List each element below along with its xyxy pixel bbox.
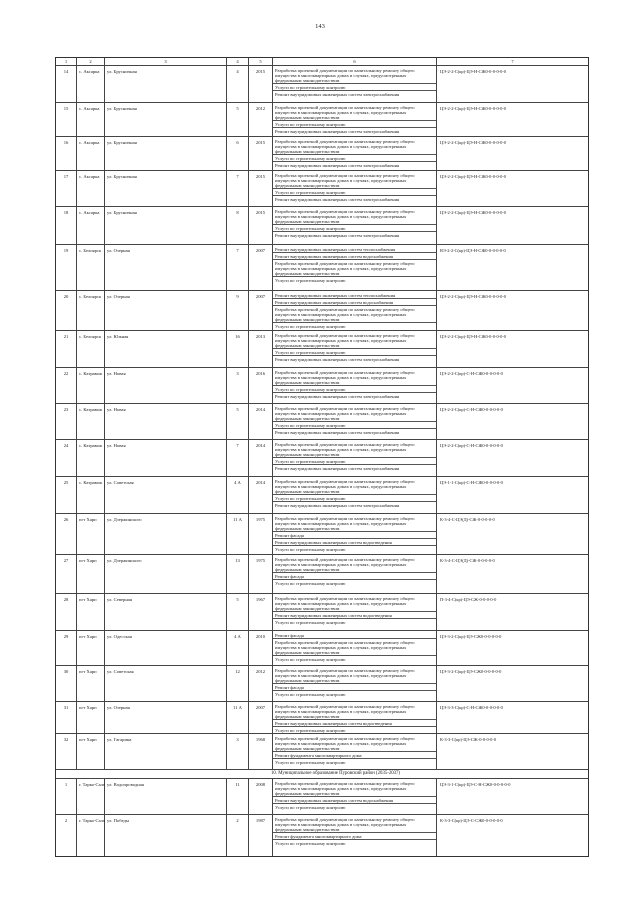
table-row bbox=[56, 291, 588, 331]
cell-number: 32 bbox=[56, 734, 77, 769]
cell-street: ул. Южная bbox=[105, 331, 227, 367]
cell-year: 1987 bbox=[249, 815, 273, 856]
work-item: Разработка проектной документации по капитальному ремонту общего имущества в многоквартирных домах в случаях, предусмотренных федеральным законодательством bbox=[273, 67, 436, 84]
table-row bbox=[56, 734, 588, 770]
work-item: Ремонт фасада bbox=[273, 684, 436, 691]
cell-settlement: пгт Харп bbox=[77, 514, 105, 554]
cell-works bbox=[273, 331, 437, 367]
cell-settlement: с. Аксарка bbox=[77, 103, 105, 136]
cell-works bbox=[273, 702, 437, 733]
cell-year: 2014 bbox=[249, 440, 273, 476]
cell-number: 30 bbox=[56, 666, 77, 701]
work-item: Ремонт внутридомовых инженерных систем теплоснабжения bbox=[273, 292, 436, 299]
cell-year: 2007 bbox=[249, 291, 273, 330]
cell-year: 2007 bbox=[249, 702, 273, 733]
cell-house: 6 bbox=[227, 137, 249, 170]
cell-settlement: с. Катравож bbox=[77, 404, 105, 439]
table-row bbox=[56, 631, 588, 666]
cell-works bbox=[273, 440, 437, 476]
work-item: Разработка проектной документации по капитальному ремонту общего имущества в многоквартирных домах в случаях, предусмотренных федеральным законодательством bbox=[273, 104, 436, 121]
cell-code: ЦЭ-3-1-С(кр)-ЦЭ-С-Н-СЖ0-0-0-0-0-0 bbox=[440, 782, 511, 787]
cell-code: ЦЭ-2-2-С(кр)-ЦЭ-Н-СЖ0-0-0-0-0-0 bbox=[440, 334, 506, 339]
table-row bbox=[56, 103, 588, 137]
table-row bbox=[56, 207, 588, 245]
cell-house: 11 А bbox=[227, 514, 249, 554]
cell-year: 2015 bbox=[249, 137, 273, 170]
cell-settlement: пгт Харп bbox=[77, 594, 105, 630]
cell-number: 19 bbox=[56, 245, 77, 290]
work-item: Услуги по строительному контролю bbox=[275, 656, 346, 662]
cell-settlement: пгт Харп bbox=[77, 555, 105, 593]
cell-street: ул. Советская bbox=[105, 477, 227, 513]
cell-number: 23 bbox=[56, 404, 77, 439]
cell-settlement: с. Белоярск bbox=[77, 245, 105, 290]
work-item: Разработка проектной документации по капитальному ремонту общего имущества в многоквартирных домах в случаях, предусмотренных федеральным законодательством bbox=[273, 667, 436, 684]
work-item: Ремонт внутридомовых инженерных систем водоотведения bbox=[273, 612, 436, 619]
work-item: Услуги по строительному контролю bbox=[273, 84, 436, 91]
cell-house: 5 bbox=[227, 594, 249, 630]
cell-settlement: г. Тарко-Сале bbox=[77, 815, 105, 856]
work-item: Разработка проектной документации по капитальному ремонту общего имущества в многоквартирных домах в случаях, предусмотренных федеральным законодательством bbox=[273, 369, 436, 386]
work-item: Услуги по строительному контролю bbox=[275, 759, 346, 765]
work-item: Ремонт внутридомовых инженерных систем электроснабжения bbox=[275, 356, 400, 362]
cell-street: ул. Водопроводная bbox=[105, 779, 227, 814]
work-item: Услуги по строительному контролю bbox=[273, 349, 436, 356]
cell-year: 2008 bbox=[249, 779, 273, 814]
table-row bbox=[56, 815, 588, 856]
work-item: Ремонт внутридомовых инженерных систем электроснабжения bbox=[275, 465, 400, 471]
cell-house: 12 bbox=[227, 666, 249, 701]
cell-house: 3 bbox=[227, 368, 249, 403]
cell-works bbox=[273, 734, 437, 769]
cell-works bbox=[273, 631, 437, 665]
cell-code: ЦЭ-2-2-С(кр)-ЦЭ-Н-СЖ0-0-0-0-0-0 bbox=[440, 294, 506, 299]
cell-code: ВЭ-2-2-С(кр)-ЦЭ-Н-СЖ0-0-0-0-0-0 bbox=[440, 248, 506, 253]
cell-year: 2014 bbox=[249, 477, 273, 513]
cell-house: 7 bbox=[227, 440, 249, 476]
cell-number: 20 bbox=[56, 291, 77, 330]
cell-settlement: с. Катравож bbox=[77, 440, 105, 476]
work-item: Разработка проектной документации по капитальному ремонту общего имущества в многоквартирных домах в случаях, предусмотренных федеральным законодательством bbox=[273, 639, 436, 656]
cell-code: ЦЭ-2-2-С(кр)-ЦЭ-Н-СЖ0-0-0-0-0-0 bbox=[440, 210, 506, 215]
cell-house: 2 bbox=[227, 815, 249, 856]
table-row bbox=[56, 171, 588, 207]
cell-house: 4 А bbox=[227, 477, 249, 513]
work-item: Разработка проектной документации по капитальному ремонту общего имущества в многоквартирных домах в случаях, предусмотренных федеральным законодательством bbox=[273, 735, 436, 752]
cell-works bbox=[273, 245, 437, 290]
cell-number: 21 bbox=[56, 331, 77, 367]
table-row bbox=[56, 245, 588, 291]
cell-street: ул. Брусничная bbox=[105, 171, 227, 206]
cell-number: 15 bbox=[56, 103, 77, 136]
table-header-row bbox=[56, 58, 588, 66]
header-col-1: 1 bbox=[56, 58, 77, 65]
work-item: Ремонт фундамента многоквартирного дома bbox=[273, 752, 436, 759]
work-item: Разработка проектной документации по капитальному ремонту общего имущества в многоквартирных домах в случаях, предусмотренных федеральным законодательством bbox=[273, 556, 436, 573]
cell-house: 4 bbox=[227, 66, 249, 102]
cell-works bbox=[273, 477, 437, 513]
cell-code: ЦЭ-2-2-С(кр)-С-Н-СЖ0-0-0-0-0-0 bbox=[440, 443, 503, 448]
cell-works bbox=[273, 291, 437, 330]
cell-works bbox=[273, 137, 437, 170]
cell-code: К-3-3-С(кр)-ЦЭ-СЖ-0-0-0-0-0 bbox=[440, 737, 497, 742]
table-row bbox=[56, 404, 588, 440]
work-item: Ремонт внутридомовых инженерных систем водоснабжения bbox=[273, 797, 436, 804]
work-item: Разработка проектной документации по капитальному ремонту общего имущества в многоквартирных домах в случаях, предусмотренных федеральным законодательством bbox=[273, 208, 436, 225]
cell-year: 2015 bbox=[249, 66, 273, 102]
cell-house: 5 bbox=[227, 404, 249, 439]
cell-street: ул. Дзержинского bbox=[105, 555, 227, 593]
cell-house: 5 bbox=[227, 103, 249, 136]
cell-street: ул. Советская bbox=[105, 666, 227, 701]
work-item: Разработка проектной документации по капитальному ремонту общего имущества в многоквартирных домах в случаях, предусмотренных федеральным законодательством bbox=[273, 306, 436, 323]
work-item: Услуги по строительному контролю bbox=[275, 619, 346, 625]
cell-year: 1967 bbox=[249, 594, 273, 630]
work-item: Разработка проектной документации по капитальному ремонту общего имущества в многоквартирных домах в случаях, предусмотренных федеральным законодательством bbox=[273, 780, 436, 797]
cell-year: 2016 bbox=[249, 368, 273, 403]
work-item: Ремонт внутридомовых инженерных систем водоотведения bbox=[273, 539, 436, 546]
cell-year: 1975 bbox=[249, 555, 273, 593]
work-item: Ремонт внутридомовых инженерных систем электроснабжения bbox=[275, 393, 400, 399]
cell-year: 2007 bbox=[249, 245, 273, 290]
cell-house: 11 А bbox=[227, 702, 249, 733]
cell-works bbox=[273, 368, 437, 403]
cell-works bbox=[273, 555, 437, 593]
work-item: Услуги по строительному контролю bbox=[273, 386, 436, 393]
work-item: Разработка проектной документации по капитальному ремонту общего имущества в многоквартирных домах в случаях, предусмотренных федеральным законодательством bbox=[273, 595, 436, 612]
table-row bbox=[56, 666, 588, 702]
cell-code: ЦЭ-2-2-С(кр)-ЦЭ-Н-СЖ0-0-0-0-0-0 bbox=[440, 174, 506, 179]
work-item: Разработка проектной документации по капитальному ремонту общего имущества в многоквартирных домах в случаях, предусмотренных федеральным законодательством bbox=[273, 405, 436, 422]
cell-house: 13 bbox=[227, 555, 249, 593]
table-row bbox=[56, 594, 588, 631]
cell-code: ЦЭ-1-1-С(кр)-С-Н-СЖ0-0-0-0-0-0 bbox=[440, 480, 503, 485]
cell-works bbox=[273, 779, 437, 814]
cell-house: 8 bbox=[227, 207, 249, 244]
table-row bbox=[56, 137, 588, 171]
work-item: Разработка проектной документации по капитальному ремонту общего имущества в многоквартирных домах в случаях, предусмотренных федеральным законодательством bbox=[273, 138, 436, 155]
work-item: Услуги по строительному контролю bbox=[273, 121, 436, 128]
cell-number: 18 bbox=[56, 207, 77, 244]
work-item: Ремонт фундамента многоквартирного дома bbox=[273, 833, 436, 840]
work-item: Разработка проектной документации по капитальному ремонту общего имущества в многоквартирных домах в случаях, предусмотренных федеральным законодательством bbox=[273, 703, 436, 720]
work-item: Услуги по строительному контролю bbox=[275, 580, 346, 586]
work-item: Услуги по строительному контролю bbox=[273, 225, 436, 232]
cell-year: 2012 bbox=[249, 103, 273, 136]
cell-code: ЦЭ-2-2-С(кр)-ЦЭ-Н-СЖ0-0-0-0-0-0 bbox=[440, 140, 506, 145]
work-item: Ремонт внутридомовых инженерных систем водоснабжения bbox=[273, 299, 436, 306]
work-item: Разработка проектной документации по капитальному ремонту общего имущества в многоквартирных домах в случаях, предусмотренных федеральным законодательством bbox=[273, 441, 436, 458]
cell-house: 9 bbox=[227, 291, 249, 330]
page-number: 143 bbox=[315, 23, 325, 30]
cell-works bbox=[273, 207, 437, 244]
work-item: Разработка проектной документации по капитальному ремонту общего имущества в многоквартирных домах в случаях, предусмотренных федеральным законодательством bbox=[273, 816, 436, 833]
work-item: Ремонт внутридомовых инженерных систем электроснабжения bbox=[275, 502, 400, 508]
cell-street: ул. Новая bbox=[105, 368, 227, 403]
cell-settlement: пгт Харп bbox=[77, 702, 105, 733]
work-item: Услуги по строительному контролю bbox=[275, 277, 346, 283]
cell-settlement: с. Белоярск bbox=[77, 291, 105, 330]
cell-number: 2 bbox=[56, 815, 77, 856]
work-item: Услуги по строительному контролю bbox=[275, 546, 346, 552]
cell-year: 2015 bbox=[249, 171, 273, 206]
cell-works bbox=[273, 103, 437, 136]
cell-street: ул. Победы bbox=[105, 815, 227, 856]
cell-settlement: с. Катравож bbox=[77, 368, 105, 403]
section-row bbox=[56, 770, 588, 779]
cell-number: 17 bbox=[56, 171, 77, 206]
cell-street: ул. Брусничная bbox=[105, 103, 227, 136]
table-row bbox=[56, 477, 588, 514]
section-title: 10. Муниципальное образование Пуровский район (2035-2037) bbox=[271, 771, 401, 776]
cell-works bbox=[273, 666, 437, 701]
cell-street: ул. Гагарина bbox=[105, 734, 227, 769]
cell-house: 3 bbox=[227, 734, 249, 769]
work-item: Услуги по строительному контролю bbox=[275, 804, 346, 810]
table-row bbox=[56, 331, 588, 368]
cell-works bbox=[273, 594, 437, 630]
cell-settlement: пгт Харп bbox=[77, 734, 105, 769]
cell-year: 1975 bbox=[249, 514, 273, 554]
cell-street: ул. Озерная bbox=[105, 245, 227, 290]
cell-number: 1 bbox=[56, 779, 77, 814]
work-item: Ремонт внутридомовых инженерных систем электроснабжения bbox=[275, 162, 400, 168]
cell-settlement: с. Аксарка bbox=[77, 137, 105, 170]
cell-number: 25 bbox=[56, 477, 77, 513]
work-item: Ремонт фасада bbox=[273, 632, 436, 639]
cell-house: 16 bbox=[227, 331, 249, 367]
cell-works bbox=[273, 514, 437, 554]
work-item: Ремонт внутридомовых инженерных систем электроснабжения bbox=[275, 232, 400, 238]
header-col-3: 3 bbox=[105, 58, 227, 65]
cell-number: 14 bbox=[56, 66, 77, 102]
cell-street: ул. Новая bbox=[105, 404, 227, 439]
work-item: Разработка проектной документации по капитальному ремонту общего имущества в многоквартирных домах в случаях, предусмотренных федеральным законодательством bbox=[273, 172, 436, 189]
cell-house: 4 А bbox=[227, 631, 249, 665]
cell-year: 2013 bbox=[249, 331, 273, 367]
header-col-4: 4 bbox=[227, 58, 249, 65]
cell-number: 31 bbox=[56, 702, 77, 733]
cell-code: ЦЭ-3-3-С(кр)-С-Н-СЖ0-0-0-0-0-0 bbox=[440, 705, 503, 710]
table-row bbox=[56, 555, 588, 594]
work-item: Ремонт внутридомовых инженерных систем электроснабжения bbox=[275, 196, 400, 202]
work-item: Разработка проектной документации по капитальному ремонту общего имущества в многоквартирных домах в случаях, предусмотренных федеральным законодательством bbox=[273, 260, 436, 277]
cell-number: 16 bbox=[56, 137, 77, 170]
header-col-2: 2 bbox=[77, 58, 105, 65]
work-item: Ремонт внутридомовых инженерных систем теплоснабжения bbox=[273, 246, 436, 253]
cell-code: К-3-4-С-ЦЭ(Д)-СЖ-0-0-0-0-0 bbox=[440, 517, 495, 522]
cell-settlement: с. Катравож bbox=[77, 477, 105, 513]
table-row bbox=[56, 440, 588, 477]
cell-works bbox=[273, 171, 437, 206]
cell-number: 26 bbox=[56, 514, 77, 554]
cell-street: ул. Новая bbox=[105, 440, 227, 476]
header-col-6: 6 bbox=[273, 58, 437, 65]
cell-year: 1968 bbox=[249, 734, 273, 769]
work-item: Услуги по строительному контролю bbox=[275, 691, 346, 697]
work-item: Ремонт фасада bbox=[273, 532, 436, 539]
cell-code: К-3-3-С(кр)-ЦЭ-С-СЖ0-0-0-0-0-0 bbox=[440, 818, 503, 823]
work-item: Услуги по строительному контролю bbox=[273, 495, 436, 502]
work-item: Ремонт внутридомовых инженерных систем электроснабжения bbox=[275, 429, 400, 435]
repair-schedule-table bbox=[55, 57, 589, 857]
cell-number: 24 bbox=[56, 440, 77, 476]
cell-number: 29 bbox=[56, 631, 77, 665]
cell-code: ЦЭ-3-2-С(кр)-ЦЭ-СЖ0-0-0-0-0-0 bbox=[440, 634, 502, 639]
cell-year: 2015 bbox=[249, 207, 273, 244]
cell-street: ул. Одесская bbox=[105, 631, 227, 665]
cell-code: ЦЭ-2-2-С(кр)-ЦЭ-Н-СЖ0-0-0-0-0-0 bbox=[440, 69, 506, 74]
work-item: Услуги по строительному контролю bbox=[275, 323, 346, 329]
cell-code: ЦЭ-2-2-С(кр)-С-Н-СЖ0-0-0-0-0-0 bbox=[440, 371, 503, 376]
work-item: Разработка проектной документации по капитальному ремонту общего имущества в многоквартирных домах в случаях, предусмотренных федеральным законодательством bbox=[273, 332, 436, 349]
work-item: Разработка проектной документации по капитальному ремонту общего имущества в многоквартирных домах в случаях, предусмотренных федеральным законодательством bbox=[273, 478, 436, 495]
work-item: Услуги по строительному контролю bbox=[273, 458, 436, 465]
cell-street: ул. Брусничная bbox=[105, 137, 227, 170]
cell-house: 7 bbox=[227, 171, 249, 206]
cell-settlement: с. Белоярск bbox=[77, 331, 105, 367]
cell-code: ЦЭ-2-2-С(кр)-ЦЭ-Н-СЖ0-0-0-0-0-0 bbox=[440, 106, 506, 111]
cell-settlement: с. Аксарка bbox=[77, 66, 105, 102]
work-item: Ремонт внутридомовых инженерных систем электроснабжения bbox=[275, 128, 400, 134]
cell-settlement: г. Тарко-Сале bbox=[77, 779, 105, 814]
work-item: Ремонт внутридомовых инженерных систем водоснабжения bbox=[273, 253, 436, 260]
cell-street: ул. Озерная bbox=[105, 702, 227, 733]
cell-works bbox=[273, 404, 437, 439]
cell-house: 11 bbox=[227, 779, 249, 814]
cell-year: 2014 bbox=[249, 404, 273, 439]
work-item: Услуги по строительному контролю bbox=[273, 189, 436, 196]
table-row bbox=[56, 368, 588, 404]
cell-number: 22 bbox=[56, 368, 77, 403]
cell-works bbox=[273, 815, 437, 856]
table-row bbox=[56, 702, 588, 734]
header-col-5: 5 bbox=[249, 58, 273, 65]
cell-number: 28 bbox=[56, 594, 77, 630]
cell-settlement: с. Аксарка bbox=[77, 207, 105, 244]
cell-code: К-3-4-С-ЦЭ(Д)-СЖ-0-0-0-0-0 bbox=[440, 558, 495, 563]
work-item: Ремонт внутридомовых инженерных систем водоотведения bbox=[273, 720, 436, 727]
cell-street: ул. Брусничная bbox=[105, 207, 227, 244]
cell-code: ЦЭ-2-2-С(кр)-С-Н-СЖ0-0-0-0-0-0 bbox=[440, 407, 503, 412]
cell-code: ЦЭ-3-2-С(кр)-ЦЭ-СЖ0-0-0-0-0-0 bbox=[440, 669, 502, 674]
cell-settlement: пгт Харп bbox=[77, 631, 105, 665]
cell-code: П-3-4-С(кр)-ЦЭ-СЖ-0-0-0-0-0 bbox=[440, 597, 497, 602]
work-item: Ремонт фасада bbox=[273, 573, 436, 580]
work-item: Разработка проектной документации по капитальному ремонту общего имущества в многоквартирных домах в случаях, предусмотренных федеральным законодательством bbox=[273, 515, 436, 532]
cell-number: 27 bbox=[56, 555, 77, 593]
cell-street: ул. Дзержинского bbox=[105, 514, 227, 554]
work-item: Услуги по строительному контролю bbox=[275, 727, 346, 733]
cell-works bbox=[273, 66, 437, 102]
cell-year: 2010 bbox=[249, 631, 273, 665]
cell-street: ул. Брусничная bbox=[105, 66, 227, 102]
header-col-7: 7 bbox=[511, 59, 514, 64]
cell-street: ул. Озерная bbox=[105, 291, 227, 330]
cell-settlement: с. Аксарка bbox=[77, 171, 105, 206]
work-item: Услуги по строительному контролю bbox=[275, 840, 346, 846]
work-item: Услуги по строительному контролю bbox=[273, 155, 436, 162]
table-row bbox=[56, 66, 588, 103]
table-row bbox=[56, 514, 588, 555]
cell-settlement: пгт Харп bbox=[77, 666, 105, 701]
work-item: Услуги по строительному контролю bbox=[273, 422, 436, 429]
cell-year: 2012 bbox=[249, 666, 273, 701]
cell-house: 7 bbox=[227, 245, 249, 290]
table-row bbox=[56, 779, 588, 815]
cell-street: ул. Северная bbox=[105, 594, 227, 630]
work-item: Ремонт внутридомовых инженерных систем электроснабжения bbox=[275, 91, 400, 97]
